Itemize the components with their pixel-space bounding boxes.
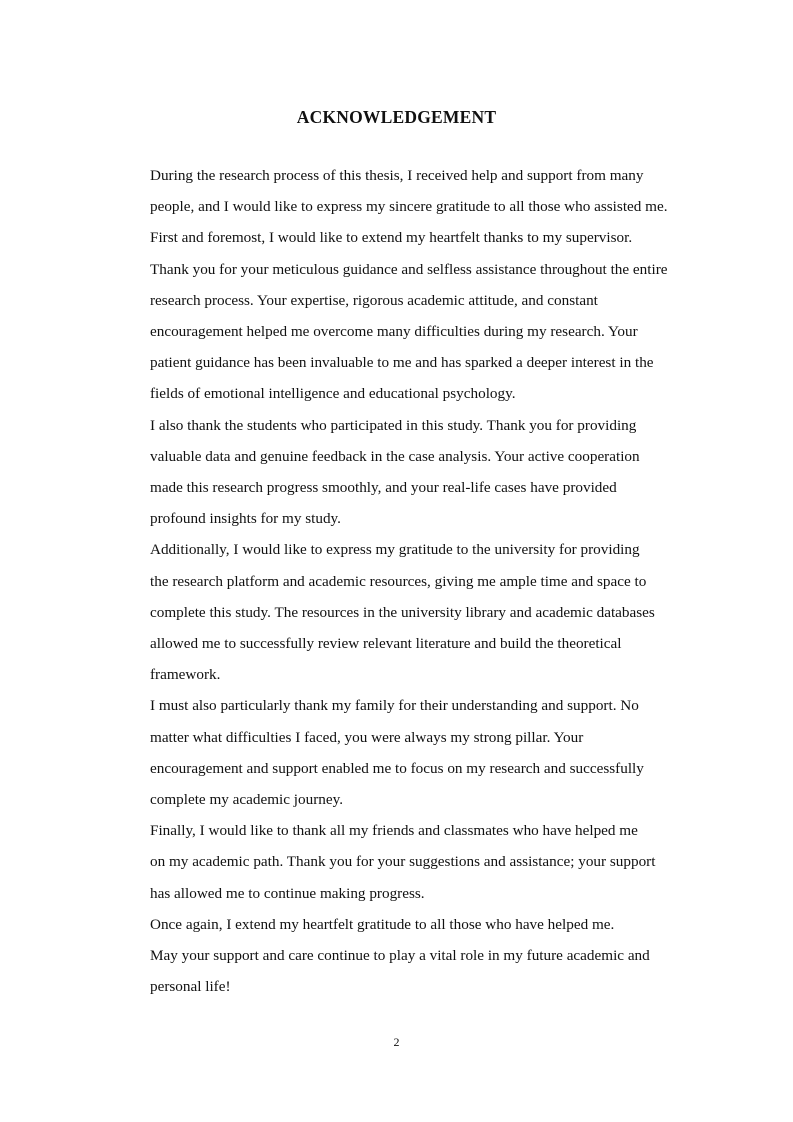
text-line: allowed me to successfully review relevant literature and build the theoretical	[150, 635, 622, 653]
text-line: First and foremost, I would like to extend my heartfelt thanks to my supervisor.	[150, 229, 633, 247]
text-line: Once again, I extend my heartfelt gratitude to all those who have helped me.	[150, 915, 615, 933]
text-line: encouragement helped me overcome many difficulties during my research. Your	[150, 323, 638, 341]
text-line: complete my academic journey.	[150, 791, 343, 809]
text-line: the research platform and academic resources, giving me ample time and space to	[150, 572, 647, 590]
text-line: complete this study. The resources in the university library and academic databases	[150, 603, 655, 621]
text-line: matter what difficulties I faced, you were always my strong pillar. Your	[150, 728, 584, 746]
text-line: patient guidance has been invaluable to me and has sparked a deeper interest in the	[150, 354, 654, 372]
text-line: fields of emotional intelligence and educational psychology.	[150, 385, 516, 403]
page-title: ACKNOWLEDGEMENT	[296, 107, 497, 127]
text-line: May your support and care continue to play a vital role in my future academic and	[150, 947, 650, 965]
text-line: valuable data and genuine feedback in the case analysis. Your active cooperation	[150, 447, 640, 465]
paragraph	[119, 410, 674, 535]
text-line: framework.	[150, 666, 221, 684]
paragraph	[119, 815, 674, 909]
acknowledgement-body	[119, 160, 674, 1002]
text-line: profound insights for my study.	[150, 510, 341, 528]
text-line: During the research process of this thesis, I received help and support from many	[150, 167, 644, 184]
text-line: has allowed me to continue making progress.	[150, 884, 425, 902]
text-line: Thank you for your meticulous guidance and selfless assistance throughout the entire	[150, 260, 668, 278]
paragraph	[119, 909, 674, 1003]
paragraph	[119, 222, 674, 409]
text-line: I also thank the students who participated in this study. Thank you for providing	[150, 416, 637, 434]
text-line: made this research progress smoothly, and your real-life cases have provided	[150, 479, 617, 497]
text-line: encouragement and support enabled me to focus on my research and successfully	[150, 759, 644, 777]
text-line: Finally, I would like to thank all my friends and classmates who have helped me	[150, 822, 638, 840]
text-line: research process. Your expertise, rigorous academic attitude, and constant	[150, 291, 598, 309]
text-line: Additionally, I would like to express my gratitude to the university for providing	[150, 541, 640, 559]
paragraph	[119, 160, 674, 222]
paragraph	[119, 690, 674, 815]
text-line: on my academic path. Thank you for your suggestions and assistance; your support	[150, 853, 656, 871]
text-line: personal life!	[150, 978, 231, 996]
paragraph	[119, 534, 674, 690]
text-line: people, and I would like to express my sincere gratitude to all those who assisted me.	[150, 198, 668, 216]
text-line: I must also particularly thank my family for their understanding and support. No	[150, 697, 639, 715]
page-number: 2	[393, 1035, 400, 1049]
